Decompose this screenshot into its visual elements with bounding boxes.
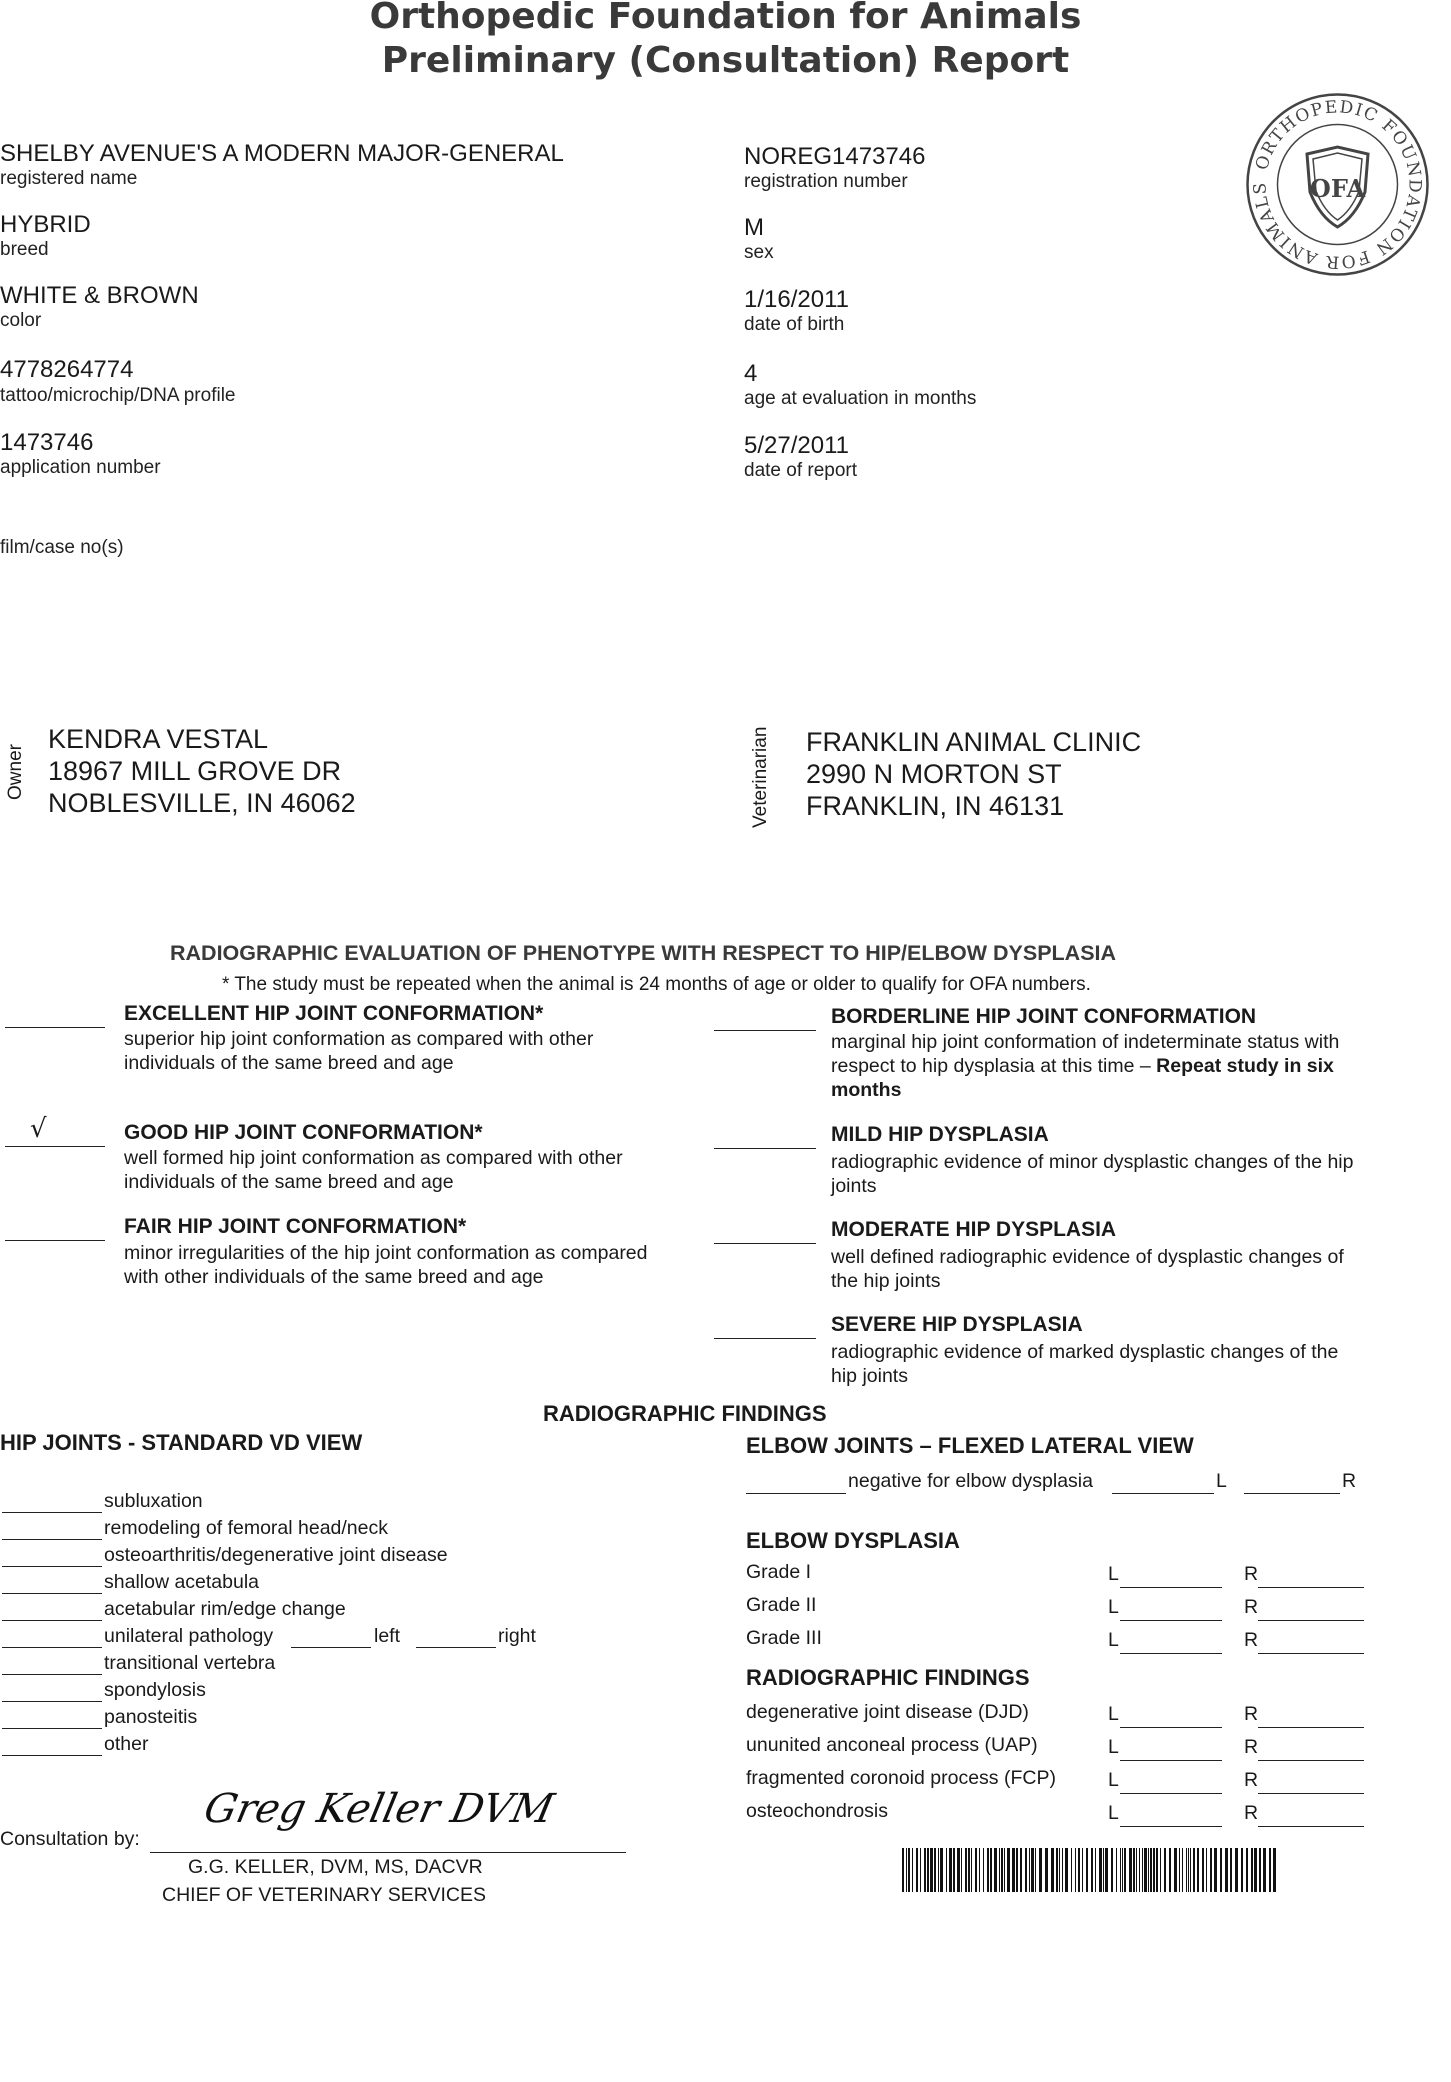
breed-value: HYBRID (0, 211, 91, 238)
good-checkbox[interactable] (5, 1146, 105, 1147)
fcp-right-blank[interactable] (1258, 1793, 1364, 1794)
tattoo-label: tattoo/microchip/DNA profile (0, 385, 236, 406)
negative-blank[interactable] (746, 1493, 846, 1494)
film-case-label: film/case no(s) (0, 537, 124, 558)
vet-city: FRANKLIN, IN 46131 (806, 791, 1065, 821)
negative-right-letter: R (1342, 1470, 1357, 1492)
report-title-line2: Preliminary (Consultation) Report (381, 40, 1070, 81)
svg-text:OFA: OFA (1309, 174, 1366, 203)
moderate-checkbox[interactable] (714, 1243, 816, 1244)
elbow-dysplasia-title: ELBOW DYSPLASIA (746, 1528, 960, 1553)
djd-right-blank[interactable] (1258, 1727, 1364, 1728)
breed-label: breed (0, 239, 49, 260)
report-title-line1: Orthopedic Foundation for Animals (369, 0, 1082, 37)
consultant-name: G.G. KELLER, DVM, MS, DACVR (188, 1856, 483, 1878)
severe-checkbox[interactable] (714, 1338, 816, 1339)
consultation-label: Consultation by: (0, 1828, 140, 1850)
vet-name: FRANKLIN ANIMAL CLINIC (806, 727, 1142, 757)
grade-2-right-letter: R (1244, 1596, 1259, 1618)
findings-title: RADIOGRAPHIC FINDINGS (543, 1401, 827, 1426)
date-of-birth-value: 1/16/2011 (744, 286, 849, 313)
fair-title: FAIR HIP JOINT CONFORMATION* (124, 1215, 467, 1238)
grade-2-left-blank[interactable] (1120, 1620, 1222, 1621)
fcp-left-blank[interactable] (1120, 1793, 1222, 1794)
consultant-position: CHIEF OF VETERINARY SERVICES (162, 1884, 486, 1906)
djd-left-letter: L (1108, 1703, 1119, 1725)
djd-label: degenerative joint disease (DJD) (746, 1701, 1029, 1723)
grade-2-label: Grade II (746, 1594, 817, 1616)
owner-label: Owner (5, 744, 26, 800)
report-date-value: 5/27/2011 (744, 432, 849, 459)
hip-joints-title: HIP JOINTS - STANDARD VD VIEW (0, 1430, 363, 1455)
borderline-title: BORDERLINE HIP JOINT CONFORMATION (831, 1005, 1257, 1028)
color-value: WHITE & BROWN (0, 282, 199, 309)
signature-line (150, 1852, 626, 1853)
fair-desc: minor irregularities of the hip joint conformation as compared with other individuals of the same breed and age (124, 1242, 648, 1288)
registered-name-value: SHELBY AVENUE'S A MODERN MAJOR-GENERAL (0, 140, 564, 167)
fcp-left-letter: L (1108, 1769, 1119, 1791)
sex-value: M (744, 214, 764, 241)
fair-checkbox[interactable] (5, 1240, 105, 1241)
uap-left-letter: L (1108, 1736, 1119, 1758)
uap-right-blank[interactable] (1258, 1760, 1364, 1761)
age-label: age at evaluation in months (744, 388, 977, 409)
color-label: color (0, 310, 42, 331)
veterinarian-label: Veterinarian (750, 726, 771, 828)
djd-left-blank[interactable] (1120, 1727, 1222, 1728)
djd-right-letter: R (1244, 1703, 1259, 1725)
borderline-checkbox[interactable] (714, 1030, 816, 1031)
osteochondrosis-label: osteochondrosis (746, 1800, 889, 1822)
osteochondrosis-left-letter: L (1108, 1802, 1119, 1824)
borderline-desc: marginal hip joint conformation of indeterminate status with respect to hip dysplasia at this time – Repeat study in six months (831, 1031, 1340, 1101)
registration-number-value: NOREG1473746 (744, 143, 926, 170)
grade-3-left-letter: L (1108, 1629, 1119, 1651)
elbow-joints-title: ELBOW JOINTS – FLEXED LATERAL VIEW (746, 1433, 1194, 1458)
grade-1-right-letter: R (1244, 1563, 1259, 1585)
severe-title: SEVERE HIP DYSPLASIA (831, 1313, 1083, 1336)
ofa-seal-icon (1245, 92, 1430, 277)
grade-3-right-letter: R (1244, 1629, 1259, 1651)
fcp-right-letter: R (1244, 1769, 1259, 1791)
good-check-mark: √ (30, 1114, 47, 1144)
grade-1-left-letter: L (1108, 1563, 1119, 1585)
osteochondrosis-left-blank[interactable] (1120, 1826, 1222, 1827)
tattoo-value: 4778264774 (0, 356, 134, 383)
excellent-desc: superior hip joint conformation as compared with other individuals of the same breed and age (124, 1028, 594, 1074)
good-title: GOOD HIP JOINT CONFORMATION* (124, 1121, 483, 1144)
grade-3-left-blank[interactable] (1120, 1653, 1222, 1654)
date-of-birth-label: date of birth (744, 314, 845, 335)
svg-text:ORTHOPEDIC FOUNDATION FOR ANIM: ORTHOPEDIC FOUNDATION FOR ANIMALS (1250, 97, 1425, 272)
mild-checkbox[interactable] (714, 1148, 816, 1149)
owner-street: 18967 MILL GROVE DR (48, 756, 342, 786)
mild-desc: radiographic evidence of minor dysplastic changes of the hip joints (831, 1151, 1354, 1197)
owner-name: KENDRA VESTAL (48, 724, 269, 754)
fcp-label: fragmented coronoid process (FCP) (746, 1767, 1056, 1789)
vet-street: 2990 N MORTON ST (806, 759, 1062, 789)
negative-left-letter: L (1216, 1470, 1227, 1492)
grade-1-label: Grade I (746, 1561, 812, 1583)
report-date-label: date of report (744, 460, 858, 481)
grade-1-left-blank[interactable] (1120, 1587, 1222, 1588)
grade-3-right-blank[interactable] (1258, 1653, 1364, 1654)
evaluation-note: * The study must be repeated when the animal is 24 months of age or older to qualify for OFA numbers. (222, 974, 1091, 995)
sex-label: sex (744, 242, 774, 263)
severe-desc: radiographic evidence of marked dysplastic changes of the hip joints (831, 1341, 1339, 1387)
age-value: 4 (744, 360, 758, 387)
signature: Greg Keller DVM (200, 1786, 558, 1832)
uap-left-blank[interactable] (1120, 1760, 1222, 1761)
negative-label: negative for elbow dysplasia (848, 1470, 1093, 1492)
moderate-title: MODERATE HIP DYSPLASIA (831, 1218, 1117, 1241)
good-desc: well formed hip joint conformation as compared with other individuals of the same breed and age (124, 1147, 623, 1193)
uap-label: ununited anconeal process (UAP) (746, 1734, 1038, 1756)
owner-city: NOBLESVILLE, IN 46062 (48, 788, 356, 818)
negative-left-blank[interactable] (1112, 1493, 1214, 1494)
grade-2-left-letter: L (1108, 1596, 1119, 1618)
radiographic-findings-subtitle: RADIOGRAPHIC FINDINGS (746, 1665, 1030, 1690)
excellent-checkbox[interactable] (5, 1027, 105, 1028)
excellent-title: EXCELLENT HIP JOINT CONFORMATION* (124, 1002, 544, 1025)
negative-right-blank[interactable] (1244, 1493, 1340, 1494)
osteochondrosis-right-blank[interactable] (1258, 1826, 1364, 1827)
barcode (902, 1848, 1282, 1892)
grade-2-right-blank[interactable] (1258, 1620, 1364, 1621)
application-number-value: 1473746 (0, 429, 94, 456)
grade-1-right-blank[interactable] (1258, 1587, 1364, 1588)
evaluation-title: RADIOGRAPHIC EVALUATION OF PHENOTYPE WITH RESPECT TO HIP/ELBOW DYSPLASIA (170, 941, 1117, 965)
mild-title: MILD HIP DYSPLASIA (831, 1123, 1049, 1146)
application-number-label: application number (0, 457, 161, 478)
registered-name-label: registered name (0, 168, 138, 189)
grade-3-label: Grade III (746, 1627, 822, 1649)
moderate-desc: well defined radiographic evidence of dysplastic changes of the hip joints (831, 1246, 1344, 1292)
registration-number-label: registration number (744, 171, 908, 192)
osteochondrosis-right-letter: R (1244, 1802, 1259, 1824)
uap-right-letter: R (1244, 1736, 1259, 1758)
